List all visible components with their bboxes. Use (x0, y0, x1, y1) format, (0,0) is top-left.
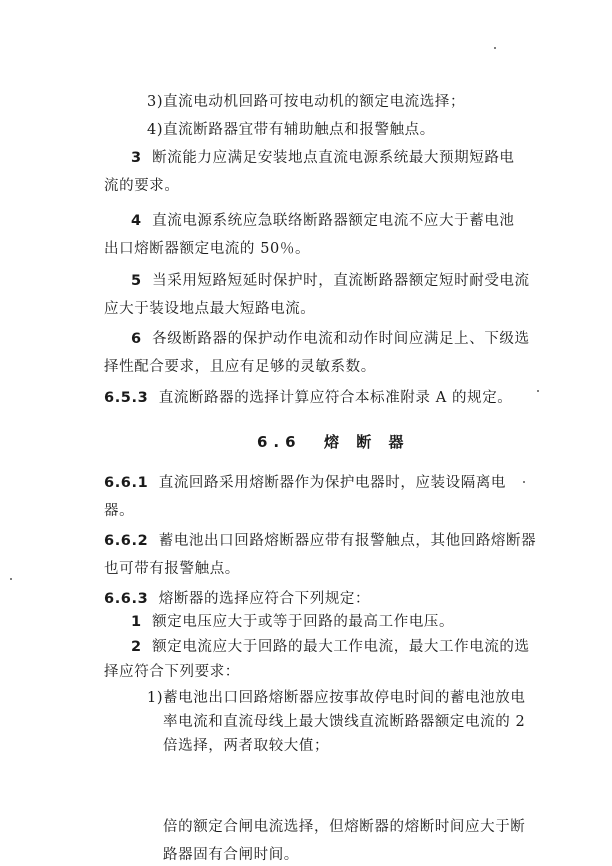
clause-6-6-3-1: 1 额定电压应大于或等于回路的最高工作电压。 (131, 614, 455, 630)
list-item-3: 3)直流电动机回路可按电动机的额定电流选择； (147, 94, 466, 110)
sub-item-1-cont2: 倍选择，两者取较大值； (163, 738, 330, 754)
clause-6-6-2-cont: 也可带有报警触点。 (104, 561, 240, 577)
clause-3: 3 断流能力应满足安装地点直流电源系统最大预期短路电 (131, 150, 515, 166)
list-item-4: 4)直流断路器宜带有辅助触点和报警触点。 (147, 122, 435, 138)
clause-6-cont: 择性配合要求，且应有足够的灵敏系数。 (104, 359, 376, 375)
clause-6-5-3: 6.5.3 直流断路器的选择计算应符合本标准附录 A 的规定。 (104, 390, 513, 406)
clause-6-6-2: 6.6.2 蓄电池出口回路熔断器应带有报警触点，其他回路熔断器 (104, 533, 537, 549)
clause-6: 6 各级断路器的保护动作电流和动作时间应满足上、下级选 (131, 331, 530, 347)
clause-6-6-3-2-cont: 择应符合下列要求： (104, 664, 240, 680)
clause-6-6-1: 6.6.1 直流回路采用熔断器作为保护电器时，应装设隔离电 (104, 475, 507, 491)
clause-4: 4 直流电源系统应急联络断路器额定电流不应大于蓄电池 (131, 213, 515, 229)
sub-item-1-cont: 率电流和直流母线上最大馈线直流断路器额定电流的 2 (163, 714, 526, 730)
clause-6-6-3: 6.6.3 熔断器的选择应符合下列规定： (104, 591, 371, 607)
sub-item-2-cont2: 路器固有合闸时间。 (163, 847, 299, 863)
clause-3-cont: 流的要求。 (104, 178, 180, 194)
clause-6-6-1-cont: 器。 (104, 503, 135, 519)
clause-5-cont: 应大于装设地点最大短路电流。 (104, 301, 316, 317)
sub-item-1: 1)蓄电池出口回路熔断器应按事故停电时间的蓄电池放电 (147, 690, 526, 706)
clause-6-6-3-2: 2 额定电流应大于回路的最大工作电流，最大工作电流的选 (131, 639, 530, 655)
clause-5: 5 当采用短路短延时保护时，直流断路器额定短时耐受电流 (131, 273, 530, 289)
scan-speck (494, 47, 496, 49)
sub-item-2-cont: 倍的额定合闸电流选择，但熔断器的熔断时间应大于断 (163, 819, 526, 835)
clause-4-cont: 出口熔断器额定电流的 50％。 (104, 241, 311, 257)
scan-speck (10, 578, 12, 580)
section-heading: 6.6 熔 断 器 (257, 433, 410, 451)
scan-speck (537, 390, 539, 392)
scan-speck (523, 481, 525, 483)
